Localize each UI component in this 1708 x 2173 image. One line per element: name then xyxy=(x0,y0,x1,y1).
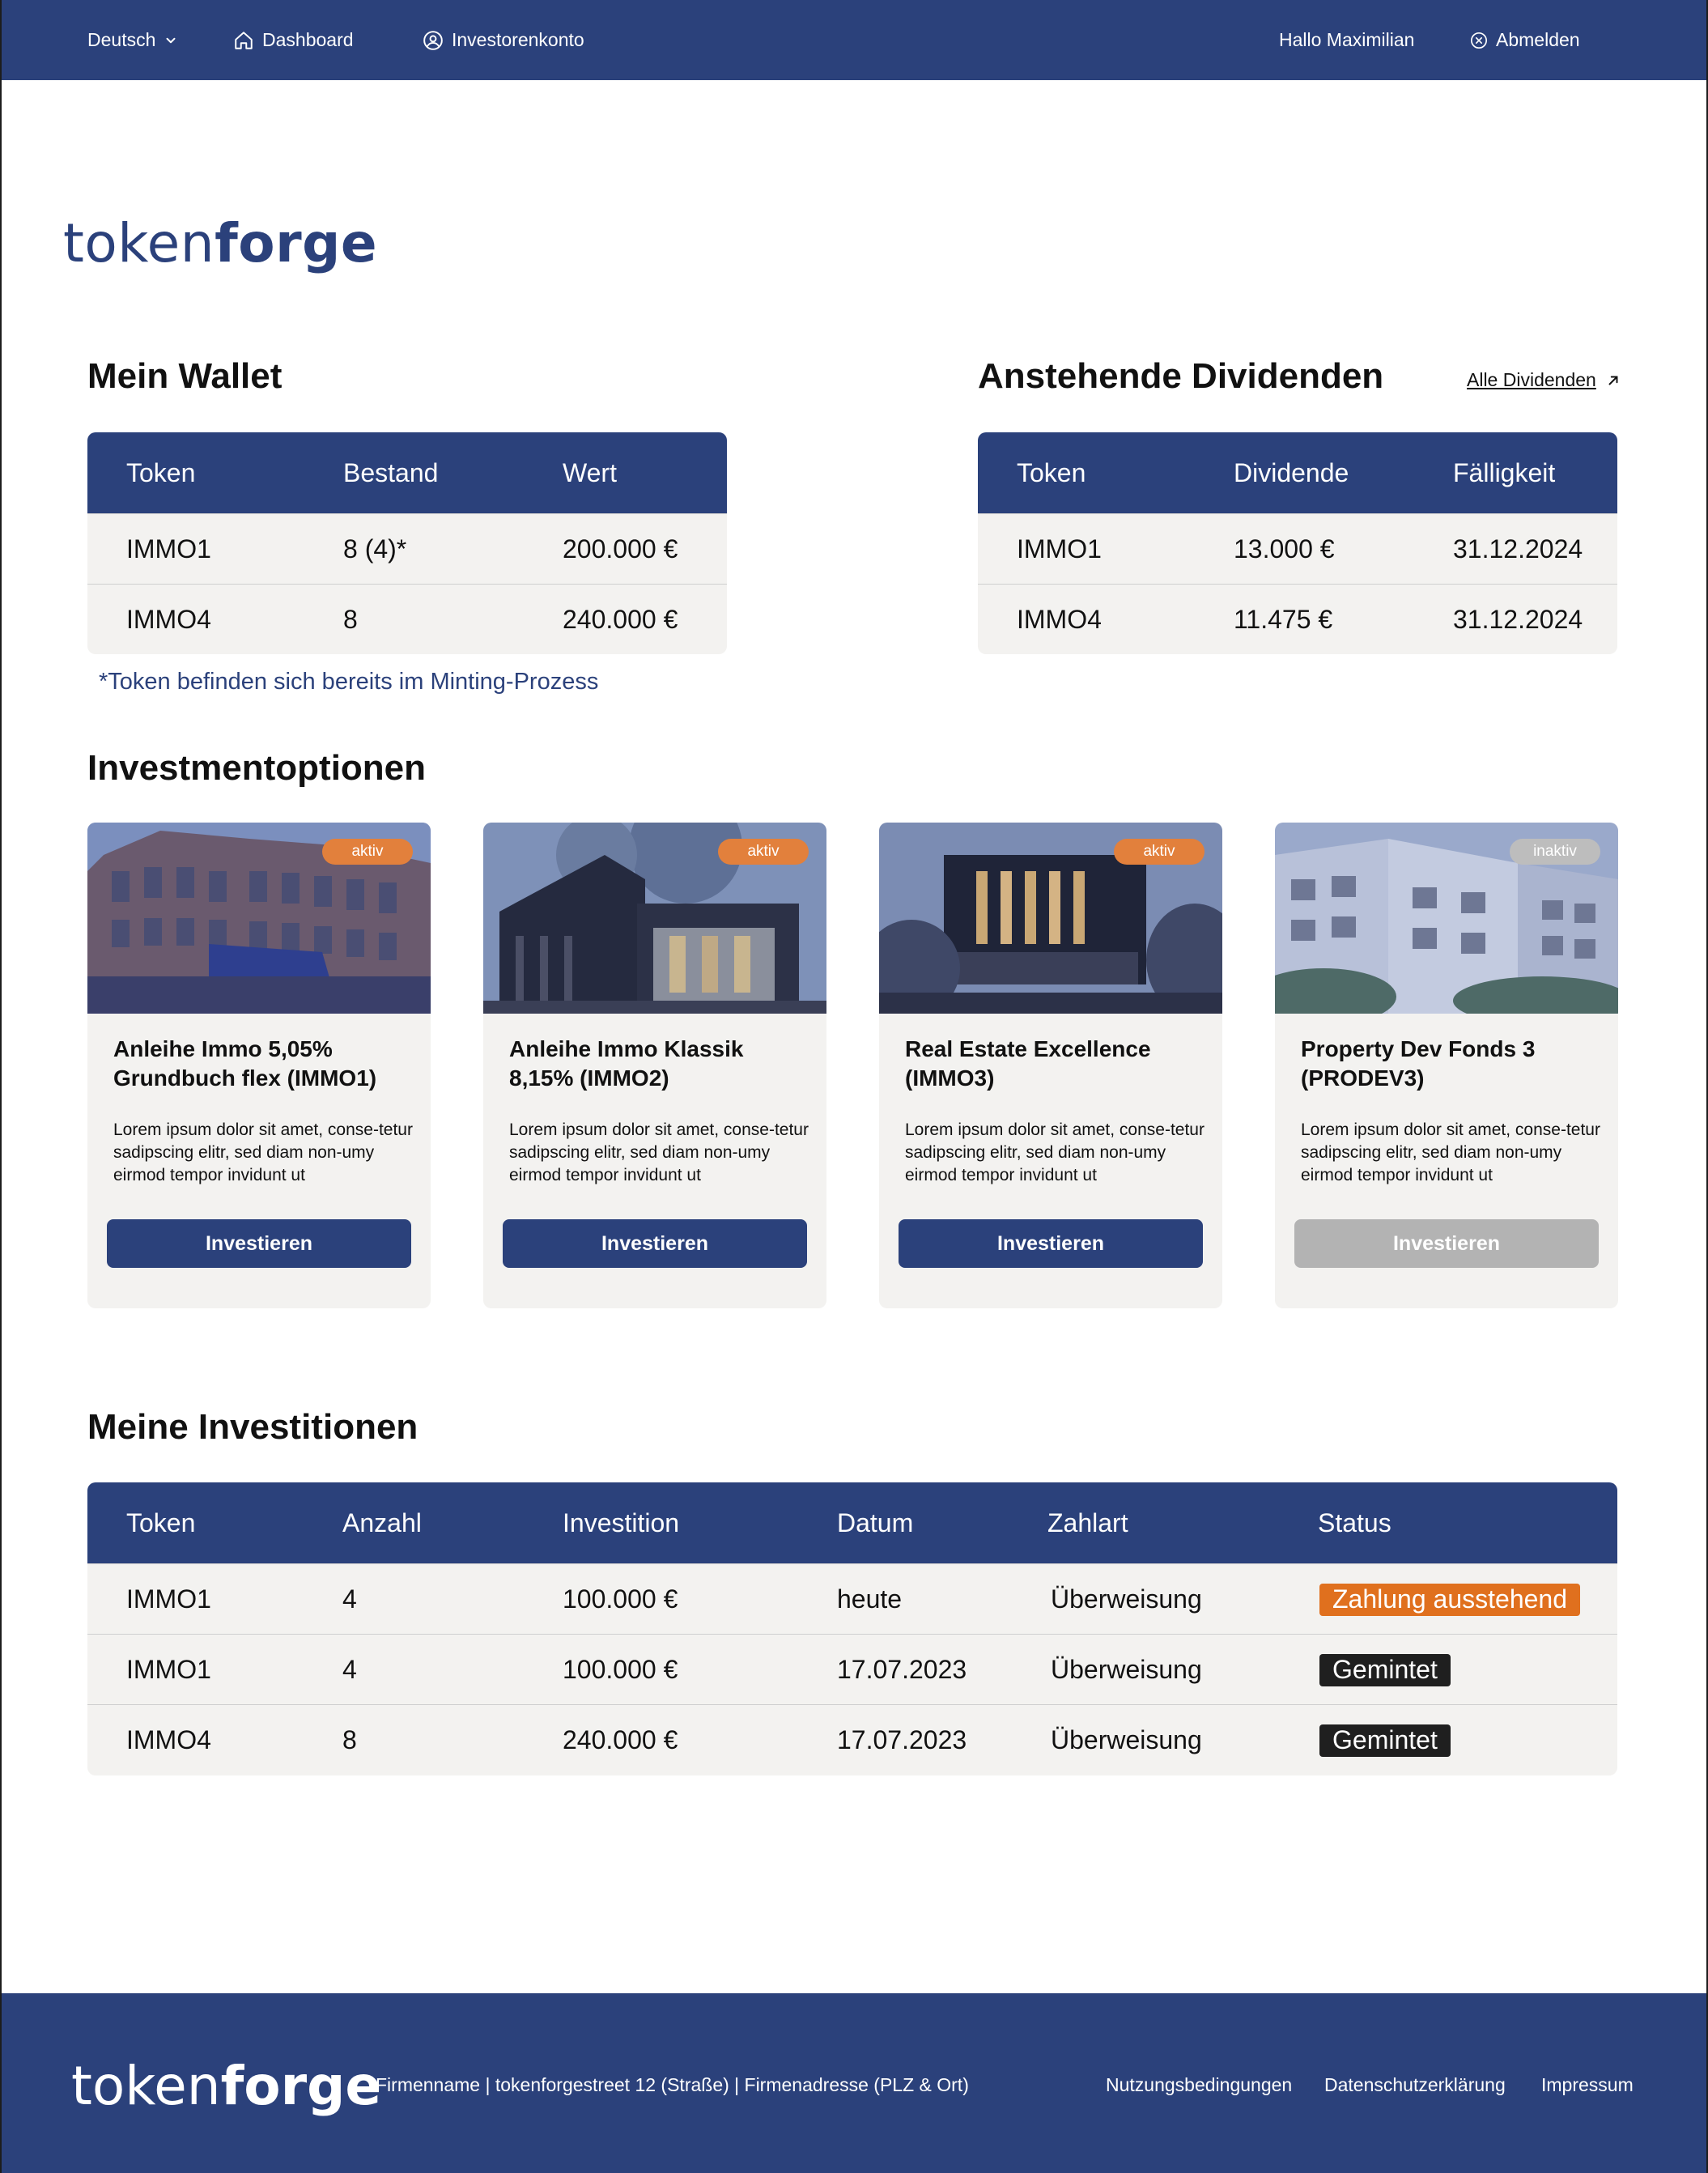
logo-bold-part: forge xyxy=(220,2055,382,2117)
cell-investition: 100.000 € xyxy=(563,1584,678,1614)
header-dividende: Dividende xyxy=(1234,457,1349,487)
cell-bestand: 8 xyxy=(343,605,358,634)
minting-note: *Token befinden sich bereits im Minting-Prozess xyxy=(99,669,599,695)
tokenforge-logo[interactable] xyxy=(63,212,377,274)
logout-label: Abmelden xyxy=(1496,29,1580,50)
footer-link-privacy[interactable]: Datenschutzerklärung xyxy=(1324,2074,1506,2095)
status-badge: aktiv xyxy=(718,839,809,865)
status-badge: aktiv xyxy=(1114,839,1205,865)
card-description: Lorem ipsum dolor sit amet, conse-tetur sadipscing elitr, sed diam non-umy eirmod tempor invidunt ut xyxy=(905,1121,1205,1184)
cell-datum: 17.07.2023 xyxy=(837,1725,967,1754)
user-greeting xyxy=(1279,0,1414,80)
chevron-down-icon xyxy=(164,33,178,48)
cell-investition: 100.000 € xyxy=(563,1655,678,1684)
cell-datum: heute xyxy=(837,1584,903,1614)
cell-token: IMMO4 xyxy=(126,605,211,634)
cell-anzahl: 4 xyxy=(342,1584,357,1614)
status-badge-minted: Gemintet xyxy=(1319,1724,1451,1757)
header-token: Token xyxy=(126,457,196,487)
investments-table-header xyxy=(87,1482,1617,1563)
cell-status xyxy=(1319,1635,1451,1705)
cell-wert: 200.000 € xyxy=(563,534,678,563)
cell-token: IMMO1 xyxy=(1017,534,1102,563)
cell-anzahl: 8 xyxy=(342,1725,357,1754)
home-icon xyxy=(233,30,254,51)
investment-card xyxy=(879,823,1222,1308)
cell-dividende: 13.000 € xyxy=(1234,534,1335,563)
header-anzahl: Anzahl xyxy=(342,1507,422,1537)
investment-card xyxy=(483,823,826,1308)
dividends-title: Anstehende Dividenden xyxy=(978,356,1384,396)
investment-card xyxy=(1275,823,1618,1308)
wallet-title: Mein Wallet xyxy=(87,356,283,396)
arrow-up-right-icon xyxy=(1606,373,1621,388)
header-faelligkeit: Fälligkeit xyxy=(1453,457,1556,487)
cell-dividende: 11.475 € xyxy=(1234,605,1333,634)
cell-token: IMMO4 xyxy=(1017,605,1102,634)
top-navigation xyxy=(0,0,1708,80)
nav-dashboard[interactable] xyxy=(233,0,354,80)
investments-table xyxy=(87,1482,1617,1775)
header-token: Token xyxy=(126,1507,196,1537)
card-description: Lorem ipsum dolor sit amet, conse-tetur sadipscing elitr, sed diam non-umy eirmod tempor invidunt ut xyxy=(509,1121,809,1184)
cell-status xyxy=(1319,1564,1580,1635)
company-address: Firmenname | tokenforgestreet 12 (Straße) | Firmenadresse (PLZ & Ort) xyxy=(376,2074,969,2095)
cell-zahlart: Überweisung xyxy=(1051,1584,1202,1614)
wallet-table-header xyxy=(87,432,727,513)
cell-token: IMMO1 xyxy=(126,1655,211,1684)
cell-bestand: 8 (4)* xyxy=(343,534,407,563)
cell-zahlart: Überweisung xyxy=(1051,1725,1202,1754)
logo-bold-part: forge xyxy=(215,212,378,274)
language-select[interactable] xyxy=(87,0,178,80)
nav-dashboard-label: Dashboard xyxy=(262,29,354,50)
invest-button[interactable]: Investieren xyxy=(899,1219,1203,1268)
card-title: Anleihe Immo Klassik 8,15% (IMMO2) xyxy=(509,1036,744,1091)
cell-anzahl: 4 xyxy=(342,1655,357,1684)
header-wert: Wert xyxy=(563,457,617,487)
status-badge-pending: Zahlung ausstehend xyxy=(1319,1584,1580,1616)
table-row xyxy=(978,513,1617,584)
greeting-text: Hallo Maximilian xyxy=(1279,29,1415,50)
cell-investition: 240.000 € xyxy=(563,1725,678,1754)
footer-link-imprint[interactable]: Impressum xyxy=(1541,2074,1634,2095)
card-title: Real Estate Excellence (IMMO3) xyxy=(905,1036,1151,1091)
status-badge: aktiv xyxy=(322,839,413,865)
logo-light-part: token xyxy=(63,212,215,274)
investment-card xyxy=(87,823,431,1308)
header-datum: Datum xyxy=(837,1507,914,1537)
table-row xyxy=(87,513,727,584)
dividends-table xyxy=(978,432,1617,654)
cell-token: IMMO1 xyxy=(126,534,211,563)
dividends-table-header xyxy=(978,432,1617,513)
cell-datum: 17.07.2023 xyxy=(837,1655,967,1684)
wallet-table xyxy=(87,432,727,654)
header-investition: Investition xyxy=(563,1507,680,1537)
investment-options-title: Investmentoptionen xyxy=(87,748,427,788)
card-description: Lorem ipsum dolor sit amet, conse-tetur sadipscing elitr, sed diam non-umy eirmod tempor invidunt ut xyxy=(1301,1121,1600,1184)
nav-investor-account[interactable] xyxy=(423,0,584,80)
all-dividends-link[interactable] xyxy=(1467,369,1621,391)
invest-button[interactable]: Investieren xyxy=(107,1219,411,1268)
footer xyxy=(0,1993,1708,2173)
nav-account-label: Investorenkonto xyxy=(452,29,584,50)
invest-button-disabled[interactable]: Investieren xyxy=(1294,1219,1599,1268)
my-investments-title: Meine Investitionen xyxy=(87,1407,419,1447)
table-row xyxy=(87,1563,1617,1634)
table-row xyxy=(87,584,727,654)
footer-logo[interactable] xyxy=(71,2055,381,2117)
table-row xyxy=(978,584,1617,654)
card-title: Property Dev Fonds 3 (PRODEV3) xyxy=(1301,1036,1536,1091)
user-circle-icon xyxy=(423,30,444,51)
cell-wert: 240.000 € xyxy=(563,605,678,634)
card-title: Anleihe Immo 5,05% Grundbuch flex (IMMO1) xyxy=(113,1036,377,1091)
table-row xyxy=(87,1704,1617,1775)
cell-token: IMMO4 xyxy=(126,1725,211,1754)
cell-token: IMMO1 xyxy=(126,1584,211,1614)
all-dividends-label: Alle Dividenden xyxy=(1467,369,1596,390)
status-badge-minted: Gemintet xyxy=(1319,1654,1451,1686)
header-status: Status xyxy=(1318,1507,1391,1537)
header-bestand: Bestand xyxy=(343,457,439,487)
invest-button[interactable]: Investieren xyxy=(503,1219,807,1268)
header-zahlart: Zahlart xyxy=(1047,1507,1128,1537)
logout-button[interactable] xyxy=(1470,0,1580,80)
cell-faelligkeit: 31.12.2024 xyxy=(1453,605,1583,634)
cell-zahlart: Überweisung xyxy=(1051,1655,1202,1684)
header-token: Token xyxy=(1017,457,1086,487)
footer-link-terms[interactable]: Nutzungsbedingungen xyxy=(1106,2074,1293,2095)
status-badge: inaktiv xyxy=(1510,839,1600,865)
cell-status xyxy=(1319,1705,1451,1775)
close-circle-icon xyxy=(1470,32,1488,49)
logo-light-part: token xyxy=(71,2055,221,2117)
table-row xyxy=(87,1634,1617,1704)
card-description: Lorem ipsum dolor sit amet, conse-tetur sadipscing elitr, sed diam non-umy eirmod tempor invidunt ut xyxy=(113,1121,413,1184)
cell-faelligkeit: 31.12.2024 xyxy=(1453,534,1583,563)
language-label: Deutsch xyxy=(87,29,156,50)
